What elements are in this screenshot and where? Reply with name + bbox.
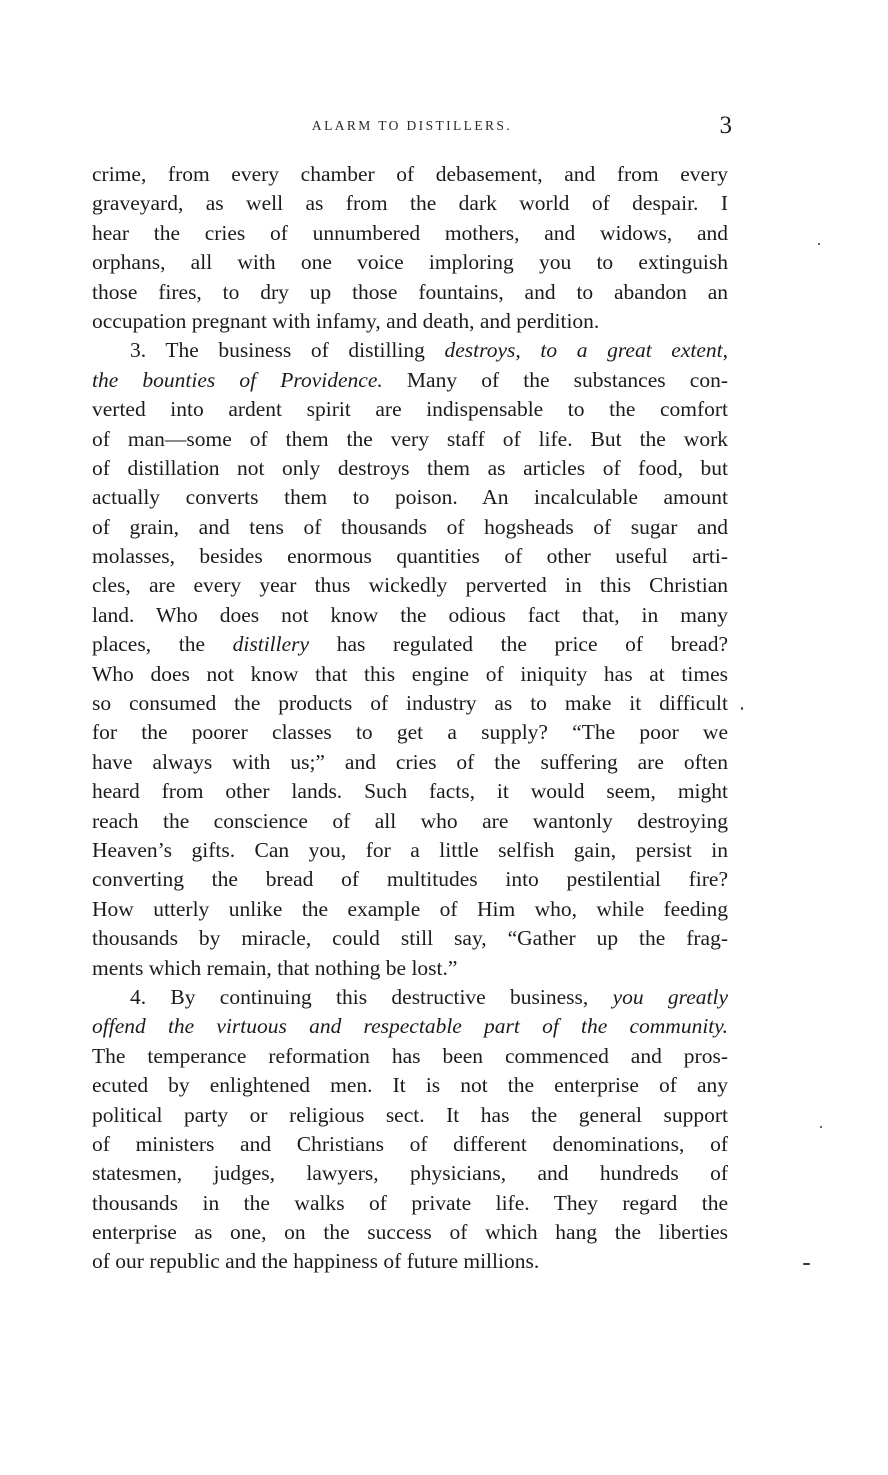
text-span: places, the bbox=[92, 632, 233, 657]
text-span: of grain, and tens of thousands of hogsheads of sugar and bbox=[92, 514, 728, 539]
text-span: occupation pregnant with infamy, and death, and perdition. bbox=[92, 308, 600, 333]
text-line bbox=[92, 189, 728, 218]
text-span: hear the cries of unnumbered mothers, and widows, and bbox=[92, 220, 728, 245]
text-span: ments which remain, that nothing be lost.” bbox=[92, 955, 458, 980]
text-span: 4. By continuing this destructive business, bbox=[130, 984, 613, 1009]
text-line bbox=[92, 336, 728, 365]
text-span: for the poorer classes to get a supply? “The poor we bbox=[92, 720, 728, 745]
text-line bbox=[92, 983, 728, 1012]
text-span: Heaven’s gifts. Can you, for a little selfish gain, persist in bbox=[92, 837, 728, 862]
text-line bbox=[92, 1159, 728, 1188]
text-line bbox=[92, 689, 728, 718]
text-span: of distillation not only destroys them as articles of food, but bbox=[92, 455, 728, 480]
text-line bbox=[92, 807, 728, 836]
text-line bbox=[92, 248, 728, 277]
text-line bbox=[92, 366, 728, 395]
text-line bbox=[92, 513, 728, 542]
text-line bbox=[92, 571, 728, 600]
text-line bbox=[92, 1189, 728, 1218]
italic-text: the bounties of Providence. bbox=[92, 367, 383, 392]
text-line bbox=[92, 219, 728, 248]
text-span: land. Who does not know the odious fact that, in many bbox=[92, 602, 728, 627]
text-span: of our republic and the happiness of future millions. bbox=[92, 1249, 540, 1274]
text-span: orphans, all with one voice imploring you to extinguish bbox=[92, 250, 728, 275]
text-span: enterprise as one, on the success of which hang the liberties bbox=[92, 1220, 728, 1245]
text-span: The temperance reformation has been commenced and pros- bbox=[92, 1043, 728, 1068]
text-span: crime, from every chamber of debasement, and from every bbox=[92, 162, 728, 186]
text-span: of ministers and Christians of different denominations, of bbox=[92, 1131, 728, 1156]
italic-text: distillery bbox=[232, 632, 310, 657]
text-line bbox=[92, 1130, 728, 1159]
text-line bbox=[92, 1071, 728, 1100]
text-span: has regulated the price of bread? bbox=[309, 632, 728, 657]
page-header bbox=[92, 112, 732, 142]
text-line bbox=[92, 836, 728, 865]
text-line bbox=[92, 1218, 728, 1247]
text-span: heard from other lands. Such facts, it would seem, might bbox=[92, 779, 728, 804]
text-span: graveyard, as well as from the dark world of despair. I bbox=[92, 191, 728, 216]
text-line bbox=[92, 542, 728, 571]
text-span: Who does not know that this engine of iniquity has at times bbox=[92, 661, 728, 686]
text-line bbox=[92, 865, 728, 894]
text-line bbox=[92, 1101, 728, 1130]
text-span: so consumed the products of industry as to make it difficult bbox=[92, 691, 728, 716]
body-text bbox=[92, 160, 728, 1277]
text-line bbox=[92, 1012, 728, 1041]
scan-speck bbox=[818, 243, 820, 245]
text-line bbox=[92, 924, 728, 953]
text-line bbox=[92, 395, 728, 424]
text-line bbox=[92, 895, 728, 924]
page-number: 3 bbox=[719, 112, 732, 139]
text-span: reach the conscience of all who are wantonly destroying bbox=[92, 808, 728, 833]
text-line bbox=[92, 425, 728, 454]
text-span: molasses, besides enormous quantities of other useful arti- bbox=[92, 544, 728, 569]
text-span: those fires, to dry up those fountains, and to abandon an bbox=[92, 279, 728, 304]
text-span: political party or religious sect. It has the general support bbox=[92, 1102, 728, 1127]
text-line bbox=[92, 307, 728, 336]
text-span: converting the bread of multitudes into pestilential fire? bbox=[92, 867, 728, 892]
scan-speck bbox=[741, 707, 743, 710]
scan-speck bbox=[820, 1126, 822, 1128]
text-span: ecuted by enlightened men. It is not the enterprise of any bbox=[92, 1073, 728, 1098]
text-span: cles, are every year thus wickedly perverted in this Christian bbox=[92, 573, 728, 598]
text-span: Many of the substances con- bbox=[382, 367, 728, 392]
text-line bbox=[92, 630, 728, 659]
text-span: have always with us;” and cries of the suffering are often bbox=[92, 749, 728, 774]
text-line bbox=[92, 160, 728, 189]
text-span: How utterly unlike the example of Him who, while feeding bbox=[92, 896, 728, 921]
running-head: ALARM TO DISTILLERS. bbox=[311, 118, 513, 133]
text-line bbox=[92, 278, 728, 307]
text-line bbox=[92, 1247, 728, 1276]
italic-text: offend the virtuous and respectable part of the community. bbox=[92, 1014, 728, 1039]
text-span: thousands by miracle, could still say, “Gather up the frag- bbox=[92, 926, 728, 951]
scan-speck bbox=[803, 1263, 810, 1265]
text-line bbox=[92, 718, 728, 747]
text-span: of man—some of them the very staff of life. But the work bbox=[92, 426, 728, 451]
text-span: 3. The business of distilling bbox=[130, 338, 445, 363]
text-line bbox=[92, 601, 728, 630]
text-span: thousands in the walks of private life. They regard the bbox=[92, 1190, 728, 1215]
text-line bbox=[92, 660, 728, 689]
text-line bbox=[92, 1042, 728, 1071]
text-span: verted into ardent spirit are indispensable to the comfort bbox=[92, 397, 728, 422]
text-line bbox=[92, 777, 728, 806]
text-line bbox=[92, 483, 728, 512]
text-span: statesmen, judges, lawyers, physicians, and hundreds of bbox=[92, 1161, 728, 1186]
text-line bbox=[92, 454, 728, 483]
text-span: actually converts them to poison. An incalculable amount bbox=[92, 485, 728, 510]
italic-text: you greatly bbox=[612, 984, 728, 1009]
text-line bbox=[92, 748, 728, 777]
text-line bbox=[92, 954, 728, 983]
italic-text: destroys, to a great extent, bbox=[444, 338, 728, 363]
